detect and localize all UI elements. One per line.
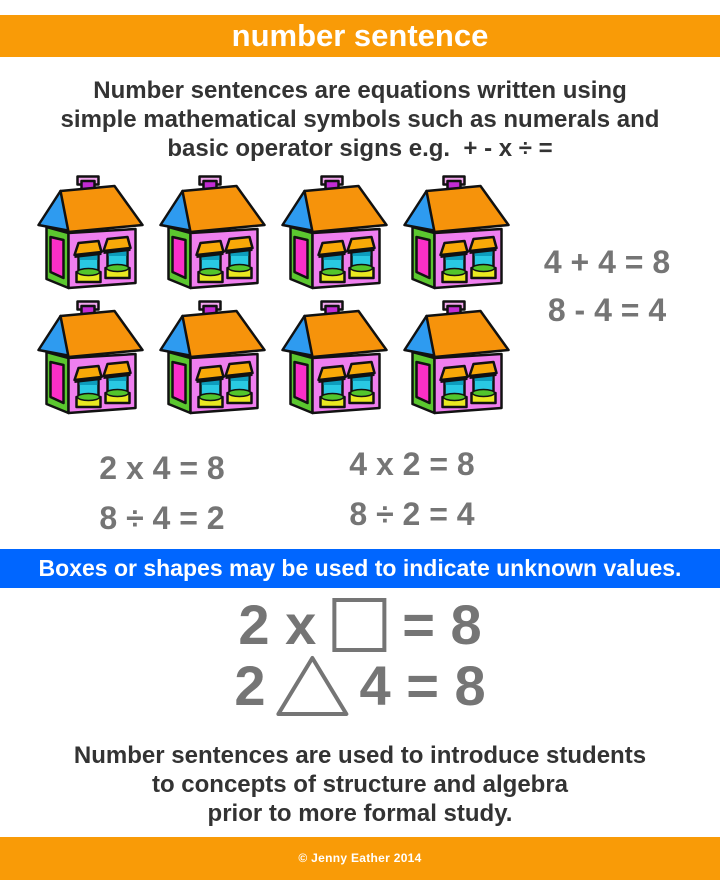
house-illustration [278, 175, 391, 292]
triangle-shape [276, 655, 350, 717]
page-title: number sentence [0, 15, 720, 57]
intro-line: Number sentences are equations written using [93, 77, 627, 104]
houses-grid [34, 175, 513, 417]
house-illustration [34, 175, 147, 292]
multiplication-division-equations-left [57, 443, 267, 543]
equation: 8 - 4 = 4 [547, 292, 667, 328]
houses-row [34, 300, 513, 417]
house-illustration [400, 175, 513, 292]
multiplication-division-equations-right [307, 439, 517, 539]
unknown-equation-square [238, 592, 481, 657]
equation: 4 + 4 = 8 [543, 244, 671, 280]
house-illustration [156, 175, 269, 292]
intro-line: simple mathematical symbols such as numerals and [60, 106, 660, 133]
equation: 8 ÷ 2 = 4 [349, 496, 475, 532]
equation: 8 ÷ 4 = 2 [99, 500, 225, 536]
outro-line: Number sentences are used to introduce students [73, 742, 647, 769]
houses-row [34, 175, 513, 292]
outro-line: prior to more formal study. [207, 800, 513, 827]
equation-text: 2 x [238, 593, 317, 656]
outro-line: to concepts of structure and algebra [151, 771, 569, 798]
square-shape [332, 598, 386, 652]
equation: 4 x 2 = 8 [349, 446, 475, 482]
copyright-notice: © Jenny Eather 2014 [0, 837, 720, 880]
equation-text: 4 = 8 [359, 654, 486, 717]
addition-subtraction-equations [512, 238, 702, 334]
house-illustration [400, 300, 513, 417]
intro-paragraph [0, 76, 720, 163]
equation: 2 x 4 = 8 [99, 450, 225, 486]
unknown-equation-triangle [234, 653, 485, 718]
intro-line: basic operator signs e.g. + - x ÷ = [167, 135, 553, 162]
house-illustration [156, 300, 269, 417]
outro-paragraph [0, 741, 720, 828]
house-illustration [278, 300, 391, 417]
equation-text: = 8 [402, 593, 482, 656]
house-illustration [34, 300, 147, 417]
unknown-values-banner: Boxes or shapes may be used to indicate unknown values. [0, 549, 720, 588]
equation-text: 2 [234, 654, 266, 717]
